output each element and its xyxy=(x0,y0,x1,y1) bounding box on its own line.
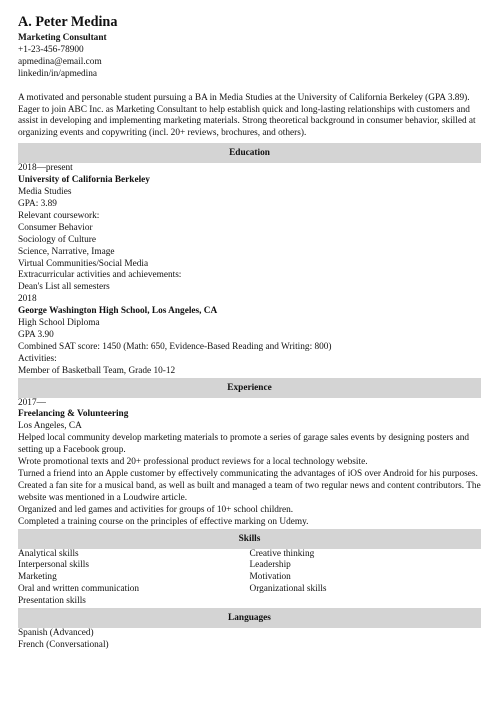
education-detail: Member of Basketball Team, Grade 10-12 xyxy=(18,365,176,376)
skill-item: Marketing xyxy=(18,572,57,583)
experience-item: Helped local community develop marketing materials to promote a series of garage sales events by designing posters and setting up a Facebook group. xyxy=(18,433,470,456)
experience-item: Created a fan site for a musical band, as well as built and managed a team of two regular news and content contributors. The website was mentioned in a Loudwire article. xyxy=(18,480,481,503)
skill-item: Analytical skills xyxy=(18,548,79,559)
education-detail: Combined SAT score: 1450 (Math: 650, Evidence-Based Reading and Writing: 800) xyxy=(18,341,332,352)
skills-heading: Skills xyxy=(18,529,481,549)
language-item: French (Conversational) xyxy=(18,639,109,650)
experience-item: Completed a training course on the principles of effective marking on Udemy. xyxy=(18,516,309,527)
language-item: Spanish (Advanced) xyxy=(18,628,94,639)
education-detail: Consumer Behavior xyxy=(18,222,93,233)
skill-item: Presentation skills xyxy=(18,596,86,607)
experience-section xyxy=(18,378,481,529)
languages-section xyxy=(18,608,481,652)
education-detail: Activities: xyxy=(18,353,57,364)
education-detail: Sociology of Culture xyxy=(18,234,96,245)
education-section xyxy=(18,143,481,377)
languages-heading: Languages xyxy=(18,608,481,628)
skill-item: Oral and written communication xyxy=(18,584,140,595)
contact-block xyxy=(18,33,481,81)
skills-column-left xyxy=(18,549,250,609)
experience-item: Wrote promotional texts and 20+ professional product reviews for a local technology website. xyxy=(18,457,368,468)
education-detail: High School Diploma xyxy=(18,318,100,329)
skill-item: Organizational skills xyxy=(249,584,327,595)
education-detail: GPA 3.90 xyxy=(18,329,54,340)
phone-number: +1-23-456-78900 xyxy=(18,44,84,55)
skills-section xyxy=(18,529,481,609)
education-dates: 2018 xyxy=(18,294,37,305)
education-detail: Media Studies xyxy=(18,187,72,198)
education-detail: Relevant coursework: xyxy=(18,210,100,221)
summary-paragraph: A motivated and personable student pursuing a BA in Media Studies at the University of California Berkeley (GPA 3.89). Eager to join ABC Inc. as Marketing Consultant to help establish quick and long-lasting relationships with customers and assist in developing and implementing marketing materials. Strong theoretical background in consumer behavior, skilled at organizing events and copywriting (incl. 20+ reviews, brochures, and others). xyxy=(18,92,476,139)
experience-item: Turned a friend into an Apple customer by effectively communicating the advantages of iOS over Android for his purposes. xyxy=(18,469,478,479)
education-dates: 2018—present xyxy=(18,163,73,174)
candidate-name: A. Peter Medina xyxy=(18,14,118,30)
skill-item: Interpersonal skills xyxy=(18,560,90,571)
skills-column-right xyxy=(250,549,482,609)
skills-grid xyxy=(18,549,481,609)
skill-item: Motivation xyxy=(249,572,291,583)
skill-item: Leadership xyxy=(249,560,291,571)
experience-title: Freelancing & Volunteering xyxy=(18,409,129,420)
experience-dates: 2017— xyxy=(18,397,46,408)
education-detail: Dean's List all semesters xyxy=(18,282,110,293)
email-address: apmedina@email.com xyxy=(18,56,102,67)
linkedin-handle: linkedin/in/apmedina xyxy=(18,68,98,79)
school-name: George Washington High School, Los Angeles, CA xyxy=(18,306,218,317)
experience-item: Organized and led games and activities for groups of 10+ school children. xyxy=(18,504,294,515)
education-heading: Education xyxy=(18,143,481,163)
education-detail: Virtual Communities/Social Media xyxy=(18,258,149,269)
education-detail: Science, Narrative, Image xyxy=(18,246,115,257)
experience-heading: Experience xyxy=(18,378,481,398)
job-title: Marketing Consultant xyxy=(18,33,107,43)
skill-item: Creative thinking xyxy=(249,548,315,559)
education-detail: Extracurricular activities and achievements: xyxy=(18,270,182,281)
education-detail: GPA: 3.89 xyxy=(18,198,57,209)
resume-header xyxy=(18,14,481,81)
school-name: University of California Berkeley xyxy=(18,175,150,186)
experience-location: Los Angeles, CA xyxy=(18,421,82,432)
education-entry xyxy=(18,163,481,294)
education-entry xyxy=(18,294,481,377)
